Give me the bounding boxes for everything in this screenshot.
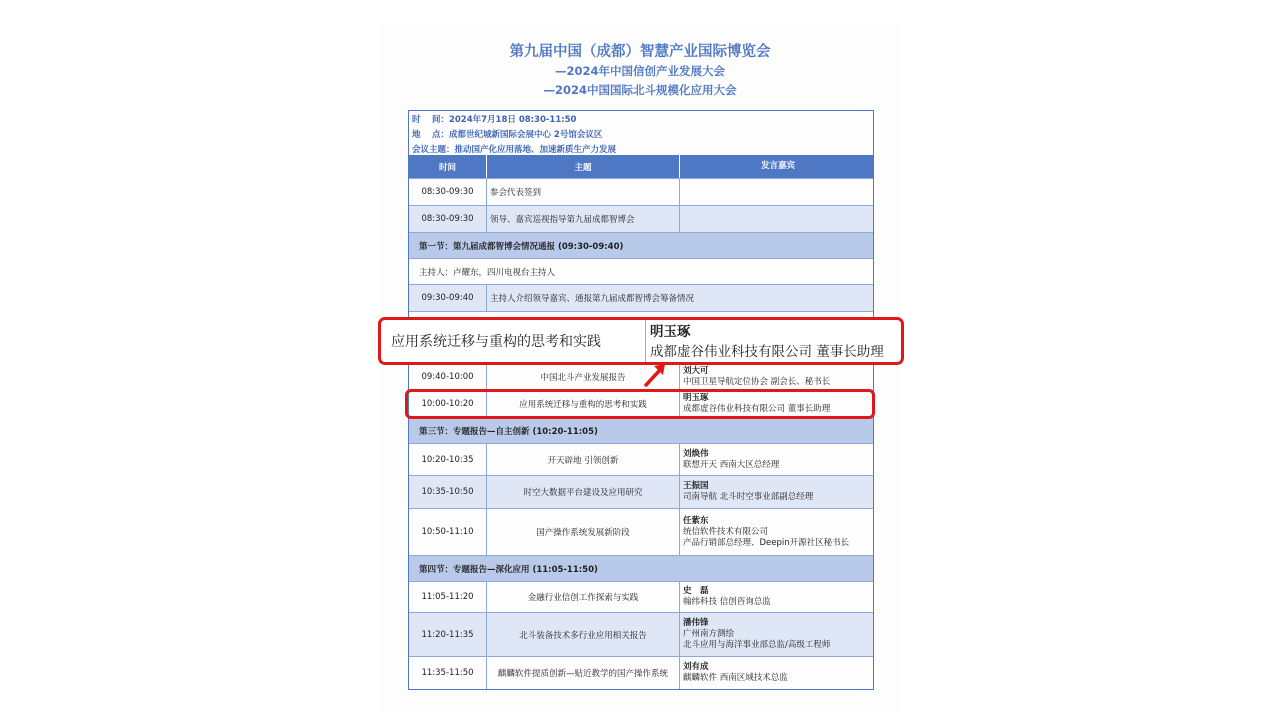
table-header xyxy=(409,155,873,179)
row-topic: 金融行业信创工作探索与实践 xyxy=(487,582,680,612)
row-topic: 应用系统迁移与重构的思考和实践 xyxy=(487,391,680,417)
row-topic: 国产操作系统发展新阶段 xyxy=(487,509,680,555)
zoom-divider xyxy=(645,320,646,362)
row-speaker xyxy=(680,509,873,555)
row-time: 10:00-10:20 xyxy=(409,391,487,417)
subtitle-2: —2024中国国际北斗规模化应用大会 xyxy=(543,83,737,97)
row-topic: 麒麟软件提质创新—贴近教学的国产操作系统 xyxy=(487,657,680,689)
host-text: 主持人：卢耀东，四川电视台主持人 xyxy=(419,267,556,278)
row-topic: 领导、嘉宾巡视指导第九届成都智博会 xyxy=(487,206,680,232)
speaker-org: 翰纬科技 信创咨询总监 xyxy=(683,597,771,607)
row-speaker xyxy=(680,582,873,612)
row-time: 11:35-11:50 xyxy=(409,657,487,689)
speaker-name: 史 磊 xyxy=(683,586,709,596)
speaker-name: 明玉琢 xyxy=(683,393,709,403)
section-title: 第三节：专题报告—自主创新 (10:20-11:05) xyxy=(419,426,598,437)
table-row xyxy=(409,476,873,509)
row-speaker xyxy=(680,364,873,390)
speaker-org: 北斗应用与海洋事业部总监/高级工程师 xyxy=(683,640,831,650)
speaker-org: 广州南方测绘 xyxy=(683,629,735,639)
row-speaker xyxy=(680,613,873,656)
section-title: 第四节：专题报告—深化应用 (11:05-11:50) xyxy=(419,564,598,575)
row-time: 08:30-09:30 xyxy=(409,206,487,232)
speaker-name: 刘大可 xyxy=(683,366,709,376)
speaker-name: 任紫东 xyxy=(683,515,709,526)
speaker-org: 成都虚谷伟业科技有限公司 董事长助理 xyxy=(683,404,831,414)
row-topic: 参会代表签到 xyxy=(487,179,680,205)
speaker-org: 司南导航 北斗时空事业部副总经理 xyxy=(683,492,814,502)
speaker-org: 麒麟软件 西南区域技术总监 xyxy=(683,673,788,683)
header-topic: 主题 xyxy=(487,155,680,178)
row-speaker xyxy=(680,179,873,205)
main-title: 第九届中国（成都）智慧产业国际博览会 xyxy=(509,44,771,60)
section-row xyxy=(409,556,873,582)
row-topic: 时空大数据平台建设及应用研究 xyxy=(487,476,680,508)
speaker-name: 刘有成 xyxy=(683,662,709,672)
section-row xyxy=(409,418,873,444)
table-row xyxy=(409,285,873,312)
row-time: 11:20-11:35 xyxy=(409,613,487,656)
row-time: 10:20-10:35 xyxy=(409,444,487,475)
table-row xyxy=(409,179,873,206)
speaker-org: 联想开天 西南大区总经理 xyxy=(683,459,780,470)
row-time: 11:05-11:20 xyxy=(409,582,487,612)
section-row xyxy=(409,233,873,259)
row-speaker xyxy=(680,444,873,475)
zoom-speaker-org: 成都虚谷伟业科技有限公司 董事长助理 xyxy=(650,344,884,360)
speaker-name: 王振国 xyxy=(683,481,709,491)
info-theme: 会议主题：推动国产化应用落地、加速新质生产力发展 xyxy=(412,145,617,155)
table-row xyxy=(409,582,873,613)
info-time: 时 间：2024年7月18日 08:30-11:50 xyxy=(412,115,577,125)
arrow-icon xyxy=(640,360,670,390)
speaker-name: 刘焕伟 xyxy=(683,448,709,459)
host-row xyxy=(409,259,873,285)
subtitle-1: —2024年中国信创产业发展大会 xyxy=(554,64,725,78)
speaker-org: 产品行销部总经理、Deepin开源社区秘书长 xyxy=(683,537,850,548)
row-topic: 中国北斗产业发展报告 xyxy=(487,364,680,390)
row-topic: 主持人介绍领导嘉宾、通报第九届成都智博会筹备情况 xyxy=(490,294,695,304)
table-row xyxy=(409,206,873,233)
zoom-speaker xyxy=(650,322,884,362)
row-speaker xyxy=(680,206,873,232)
row-time: 08:30-09:30 xyxy=(409,179,487,205)
header-speaker: 发言嘉宾 xyxy=(760,161,795,171)
zoom-topic: 应用系统迁移与重构的思考和实践 xyxy=(391,334,601,350)
highlight-box xyxy=(405,389,875,419)
row-speaker xyxy=(680,657,873,689)
row-time: 10:50-11:10 xyxy=(409,509,487,555)
zoom-callout xyxy=(378,317,904,365)
section-title: 第一节：第九届成都智博会情况通报 (09:30-09:40) xyxy=(419,241,624,252)
row-topic: 北斗装备技术多行业应用相关报告 xyxy=(487,613,680,656)
table-row xyxy=(409,509,873,556)
header-time: 时间 xyxy=(409,155,487,178)
speaker-org: 中国卫星导航定位协会 副会长、秘书长 xyxy=(683,377,831,387)
zoom-speaker-name: 明玉琢 xyxy=(650,324,691,340)
row-speaker xyxy=(680,476,873,508)
table-row xyxy=(409,613,873,657)
info-place: 地 点：成都世纪城新国际会展中心 2号馆会议区 xyxy=(412,130,603,140)
speaker-name: 潘伟锋 xyxy=(683,618,709,628)
speaker-org: 统信软件技术有限公司 xyxy=(683,526,769,537)
row-topic: 开天辟地 引领创新 xyxy=(487,444,680,475)
row-time: 09:30-09:40 xyxy=(409,285,487,311)
table-row xyxy=(409,657,873,689)
row-time: 09:40-10:00 xyxy=(409,364,487,390)
table-row xyxy=(409,444,873,476)
row-time: 10:35-10:50 xyxy=(409,476,487,508)
agenda-titles xyxy=(380,42,900,100)
